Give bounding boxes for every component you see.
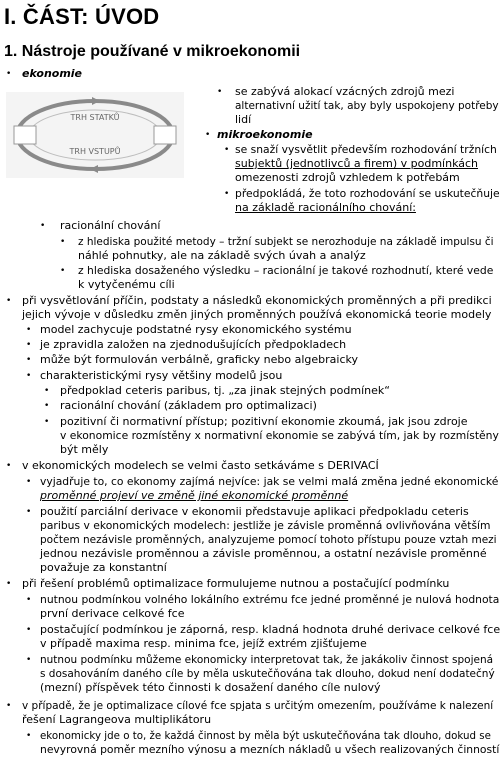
text-line: racionální chování (základem pro optimalizaci) [60, 399, 317, 412]
text-line: s dosahováním daného cíle by měla uskutečňována tak dlouho, dokud není dodatečný [40, 668, 495, 680]
bullet: • [6, 296, 12, 306]
bullet: • [44, 401, 50, 411]
text-line: lidí [235, 113, 252, 126]
section-heading: 1. Nástroje používané v mikroekonomii [4, 43, 301, 60]
market-goods-label: TRH STATKŮ [70, 113, 120, 122]
bullet: • [26, 340, 32, 350]
text-line: subjektů (jednotlivců a firem) v podmínkách [235, 157, 479, 170]
circular-flow-diagram [6, 92, 184, 178]
text-line: omezenosti zdrojů vzhledem k potřebám [235, 171, 460, 184]
bullet: • [44, 417, 50, 427]
text-line: nutnou podmínkou volného lokálního extrému fce jedné proměnné je nulová hodnota [40, 593, 500, 606]
bullet: • [6, 701, 12, 711]
household-box [14, 126, 36, 144]
text-line: se snaží vysvětlit především rozhodování tržních [235, 143, 497, 156]
text-line: může být formulován verbálně, graficky nebo algebraicky [40, 353, 359, 366]
text-line: postačující podmínkou je záporná, resp. kladná hodnota druhé derivace celkové fce [40, 623, 501, 636]
text-line: předpokládá, že toto rozhodování se uskutečňuje [235, 187, 500, 200]
text-line: ekonomicky jde o to, že každá činnost by měla být uskutečňována tak dlouho, dokud se [40, 730, 491, 742]
text-line: z hlediska dosaženého výsledku – racionální je takové rozhodnutí, které vede [78, 264, 494, 277]
bullet: • [26, 371, 32, 381]
text-line: v ekonomických modelech se velmi často setkáváme s DERIVACÍ [22, 459, 379, 472]
text-line: v případě, že je optimalizace cílové fce spjata s určitým omezením, používáme k nalezení [22, 700, 494, 712]
arrow-top [92, 97, 100, 105]
bullet: • [6, 461, 12, 471]
bullet: • [26, 595, 32, 605]
text-line: se zabývá alokací vzácných zdrojů mezi [235, 85, 455, 98]
bullet: • [205, 130, 211, 140]
text-line: alternativní užití tak, aby byly uspokojeny potřeby [235, 100, 499, 112]
text-line: model zachycuje podstatné rysy ekonomického systému [40, 323, 352, 336]
text-line: být měly [60, 443, 109, 456]
text-line: vyjadřuje to, co ekonomy zajímá nejvíce: jak se velmi malá změna jedné ekonomické [40, 475, 499, 488]
text-line: z hlediska použité metody – tržní subjekt se nerozhoduje na základě impulsu či [78, 236, 494, 248]
bullet: • [224, 145, 230, 155]
market-inputs-label: TRH VSTUPŮ [69, 147, 121, 156]
text-line: charakteristickými rysy většiny modelů jsou [40, 369, 283, 382]
firm-box [154, 126, 176, 144]
text-line: racionální chování [60, 219, 161, 232]
text-line: nevyrovná poměr mezního výnosu a mezních nákladů u všech realizovaných činností [40, 743, 500, 756]
text-line: v ekonomice rozmístěny x normativní ekonomie se zabývá tím, jak by rozmístěny [60, 429, 499, 442]
bullet: • [60, 266, 66, 276]
text-line: předpoklad ceteris paribus, tj. „za jinak stejných podmínek“ [60, 384, 390, 397]
text-line: jednou nezávisle proměnnou a závisle proměnnou, a ostatní nezávisle proměnné [40, 547, 487, 560]
bullet: • [44, 386, 50, 396]
bullet: • [26, 355, 32, 365]
bullet: • [40, 221, 46, 231]
arrow-bottom [90, 165, 98, 173]
text-line: považuje za konstantní [40, 561, 167, 574]
flow-ring [17, 101, 173, 169]
text-line: počtem nezávisle proměnných, analyzujeme pomocí tohoto přístupu pouze vztah mezi [40, 534, 497, 546]
circular-flow-figure [6, 92, 184, 178]
text-line: na základě racionálního chování: [235, 201, 416, 214]
text-line: jejich vývoje v důsledku změn jiných proměnných používá ekonomická teorie modely [22, 308, 492, 321]
mikro-label: mikroekonomie [217, 128, 313, 141]
text-line: náhlé pohnutky, ale na základě svých úvah a analýz [78, 249, 366, 262]
text-line: při vysvětlování příčin, podstaty a následků ekonomických proměnných a při predikci [22, 294, 492, 307]
bullet: • [26, 325, 32, 335]
text-line: k vytyčenému cíli [78, 278, 175, 291]
bullet: • [26, 625, 32, 635]
text-line: použití parciální derivace v ekonomii představuje aplikaci předpokladu ceteris [40, 505, 469, 518]
bullet: • [60, 237, 66, 247]
bullet: • [26, 731, 32, 741]
bullet: • [217, 87, 223, 97]
page-title: I. ČÁST: ÚVOD [4, 4, 160, 29]
text-line: při řešení problémů optimalizace formulujeme nutnou a postačující podmínku [22, 577, 450, 590]
text-line: proměnné projeví ve změně jiné ekonomické proměnné [40, 489, 349, 502]
text-line: pozitivní či normativní přístup; pozitivní ekonomie zkoumá, jak jsou zdroje [60, 415, 468, 428]
text-line: je zpravidla založen na zjednodušujících předpokladech [40, 338, 347, 351]
text-line: nutnou podmínku můžeme ekonomicky interpretovat tak, že jakákoliv činnost spojená [40, 654, 494, 666]
text-line: první derivace celkové fce [40, 607, 185, 620]
bullet: • [26, 477, 32, 487]
text-line: řešení Lagrangeova multiplikátoru [22, 713, 212, 726]
text-line: v případě maxima resp. minima fce, jejíž extrém zjišťujeme [40, 637, 367, 650]
bullet: • [6, 69, 12, 79]
ekonomie-label: ekonomie [22, 67, 83, 80]
bullet: • [224, 189, 230, 199]
text-line: paribus v ekonomických modelech: jestliže je závisle proměnná ovlivňována větším [40, 519, 491, 532]
text-line: (mezní) příspěvek této činnosti k dosažení daného cíle nulový [40, 681, 381, 694]
bullet: • [6, 579, 12, 589]
bullet: • [26, 507, 32, 517]
bullet: • [26, 655, 32, 665]
